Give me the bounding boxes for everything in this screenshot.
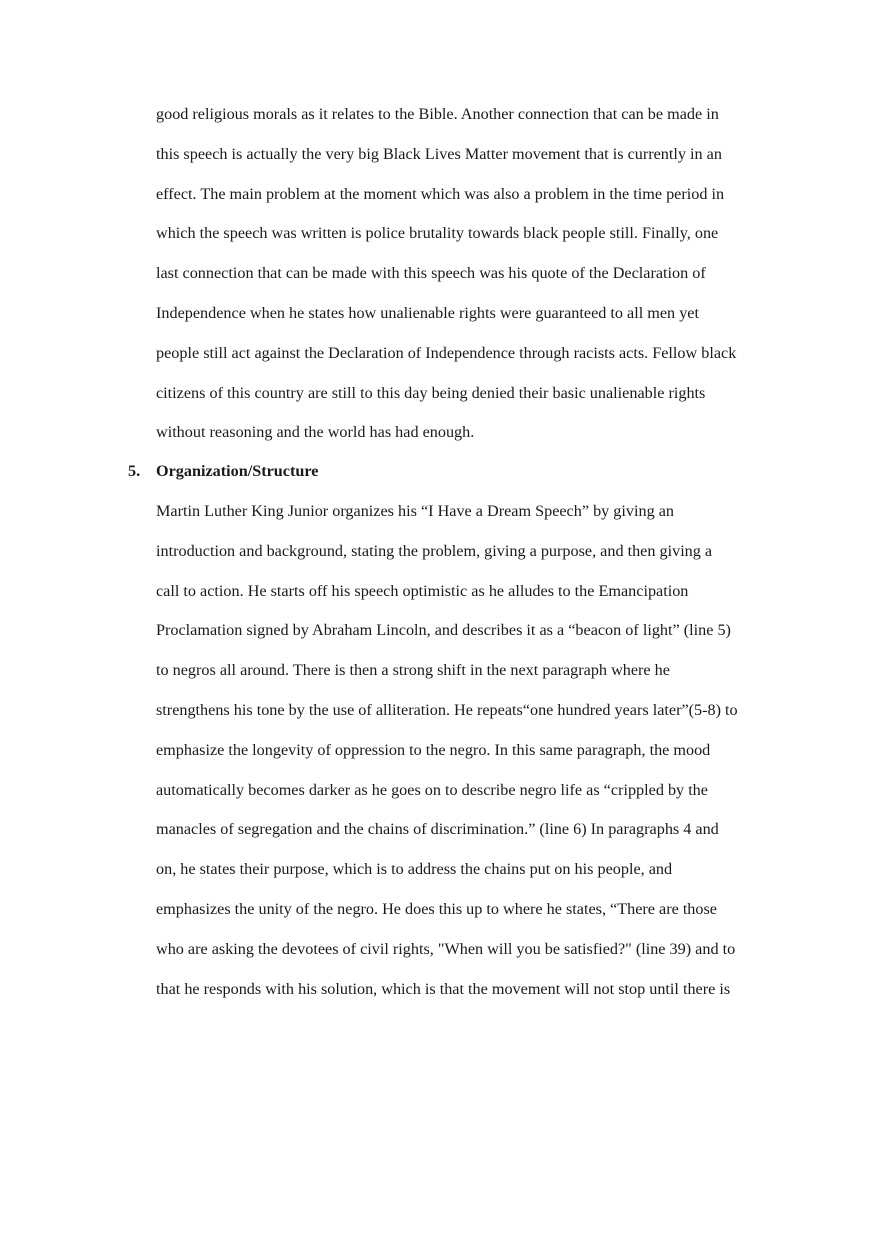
text-line: people still act against the Declaration of Independence through racists acts. Fellow black [156,343,737,362]
text-line: emphasize the longevity of oppression to the negro. In this same paragraph, the mood [156,740,711,759]
text-line: Independence when he states how unalienable rights were guaranteed to all men yet [156,303,699,322]
text-line: that he responds with his solution, which is that the movement will not stop until there is [156,979,731,998]
text-line: who are asking the devotees of civil rights, "When will you be satisfied?" (line 39) and to [156,939,736,958]
text-line: manacles of segregation and the chains of discrimination.” (line 6) In paragraphs 4 and [156,820,719,839]
text-line: which the speech was written is police brutality towards black people still. Finally, one [156,224,719,243]
text-line: emphasizes the unity of the negro. He does this up to where he states, “There are those [156,899,717,918]
text-line: introduction and background, stating the problem, giving a purpose, and then giving a [156,541,713,560]
section-number: 5. [128,462,141,480]
section-heading [128,452,788,492]
text-line: Martin Luther King Junior organizes his “I Have a Dream Speech” by giving an [156,502,674,520]
text-line: citizens of this country are still to this day being denied their basic unalienable rights [156,383,706,402]
section-title: Organization/Structure [156,462,319,480]
text-line: this speech is actually the very big Black Lives Matter movement that is currently in an [156,144,722,163]
text-line: automatically becomes darker as he goes on to describe negro life as “crippled by the [156,780,708,799]
text-line: strengthens his tone by the use of alliteration. He repeats“one hundred years later”(5-8) to [156,700,738,719]
text-line: without reasoning and the world has had enough. [156,423,475,442]
section-paragraph [156,492,786,1009]
text-line: to negros all around. There is then a strong shift in the next paragraph where he [156,661,670,680]
text-line: on, he states their purpose, which is to address the chains put on his people, and [156,860,673,879]
text-line: call to action. He starts off his speech optimistic as he alludes to the Emancipation [156,581,689,600]
text-line: good religious morals as it relates to the Bible. Another connection that can be made in [156,105,719,123]
text-line: effect. The main problem at the moment which was also a problem in the time period in [156,184,725,203]
continued-paragraph [156,95,786,453]
text-line: last connection that can be made with this speech was his quote of the Declaration of [156,264,706,283]
text-line: Proclamation signed by Abraham Lincoln, and describes it as a “beacon of light” (line 5) [156,621,731,640]
